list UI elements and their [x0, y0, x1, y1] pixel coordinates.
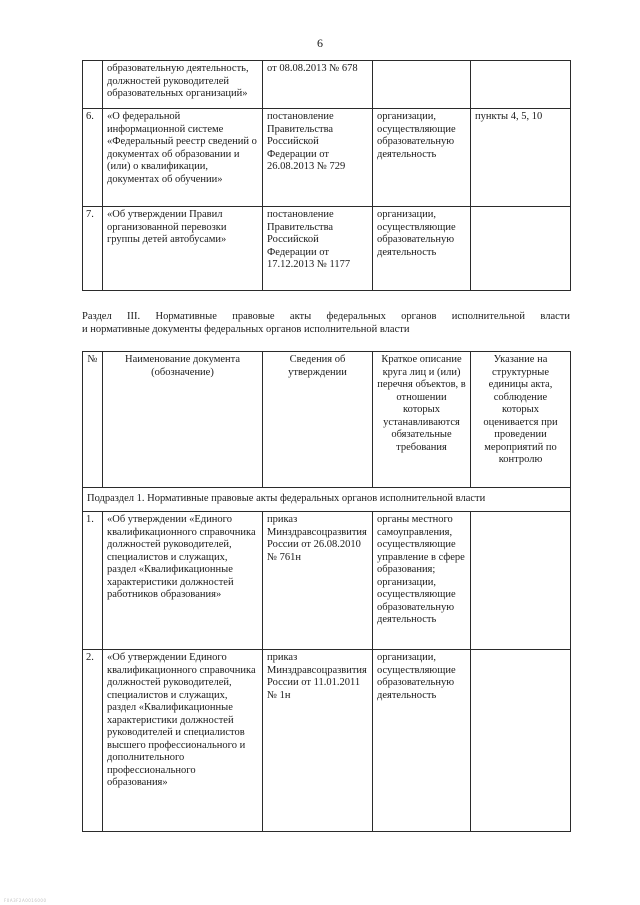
approval-info: постановление Правительства Российской Федерации от 17.12.2013 № 1177 [263, 207, 373, 291]
structural-units [471, 207, 571, 291]
table-continued [82, 60, 571, 291]
document-name: «О федеральной информационной системе «Федеральный реестр сведений о документах об образовании и (или) о квалификации, документах об обучении» [103, 109, 263, 207]
section-title-line1: Раздел III. Нормативные правовые акты федеральных органов исполнительной власти [82, 311, 570, 322]
document-name: «Об утверждении Правил организованной перевозки группы детей автобусами» [103, 207, 263, 291]
page-number: 6 [317, 36, 323, 50]
header-number: № [83, 352, 103, 488]
structural-units [471, 61, 571, 109]
persons-description [373, 61, 471, 109]
row-number: 6. [83, 109, 103, 207]
row-number: 7. [83, 207, 103, 291]
table-row [83, 207, 571, 291]
row-number [83, 61, 103, 109]
section-title-line2: и нормативные документы федеральных органов исполнительной власти [82, 324, 410, 335]
table-row [83, 512, 571, 650]
footer-stamp: F0A3F2A0016000 [4, 898, 47, 903]
document-name: «Об утверждении Единого квалификационного справочника должностей руководителей, специалистов и служащих, раздел «Квалификационные характеристики должностей руководителей и специалистов высшего профессионального и дополнительного профессионального образования» [103, 650, 263, 832]
persons-description: организации, осуществляющие образовательную деятельность [373, 207, 471, 291]
table-row [83, 650, 571, 832]
table-section3 [82, 351, 571, 832]
approval-info: от 08.08.2013 № 678 [263, 61, 373, 109]
table-row [83, 61, 571, 109]
document-name: «Об утверждении «Единого квалификационного справочника должностей руководителей, специалистов и служащих, раздел «Квалификационные характеристики должностей работников образования» [103, 512, 263, 650]
subsection-row [83, 488, 571, 512]
header-name: Наименование документа (обозначение) [103, 352, 263, 488]
table-row [83, 109, 571, 207]
section-title [82, 310, 570, 336]
persons-description: органы местного самоуправления, осуществляющие управление в сфере образования; организации, осуществляющие образовательную деятельность [373, 512, 471, 650]
subsection-title: Подраздел 1. Нормативные правовые акты федеральных органов исполнительной власти [83, 488, 571, 512]
row-number: 2. [83, 650, 103, 832]
structural-units [471, 512, 571, 650]
approval-info: постановление Правительства Российской Федерации от 26.08.2013 № 729 [263, 109, 373, 207]
document-name: образовательную деятельность, должностей руководителей образовательных организаций» [103, 61, 263, 109]
persons-description: организации, осуществляющие образовательную деятельность [373, 650, 471, 832]
structural-units [471, 650, 571, 832]
row-number: 1. [83, 512, 103, 650]
header-units: Указание на структурные единицы акта, соблюдение которых оценивается при проведении мероприятий по контролю [471, 352, 571, 488]
approval-info: приказ Минздравсоцразвития России от 26.08.2010 № 761н [263, 512, 373, 650]
approval-info: приказ Минздравсоцразвития России от 11.01.2011 № 1н [263, 650, 373, 832]
header-persons: Краткое описание круга лиц и (или) перечня объектов, в отношении которых устанавливаются обязательные требования [373, 352, 471, 488]
persons-description: организации, осуществляющие образовательную деятельность [373, 109, 471, 207]
table-header-row [83, 352, 571, 488]
structural-units: пункты 4, 5, 10 [471, 109, 571, 207]
header-approval: Сведения об утверждении [263, 352, 373, 488]
